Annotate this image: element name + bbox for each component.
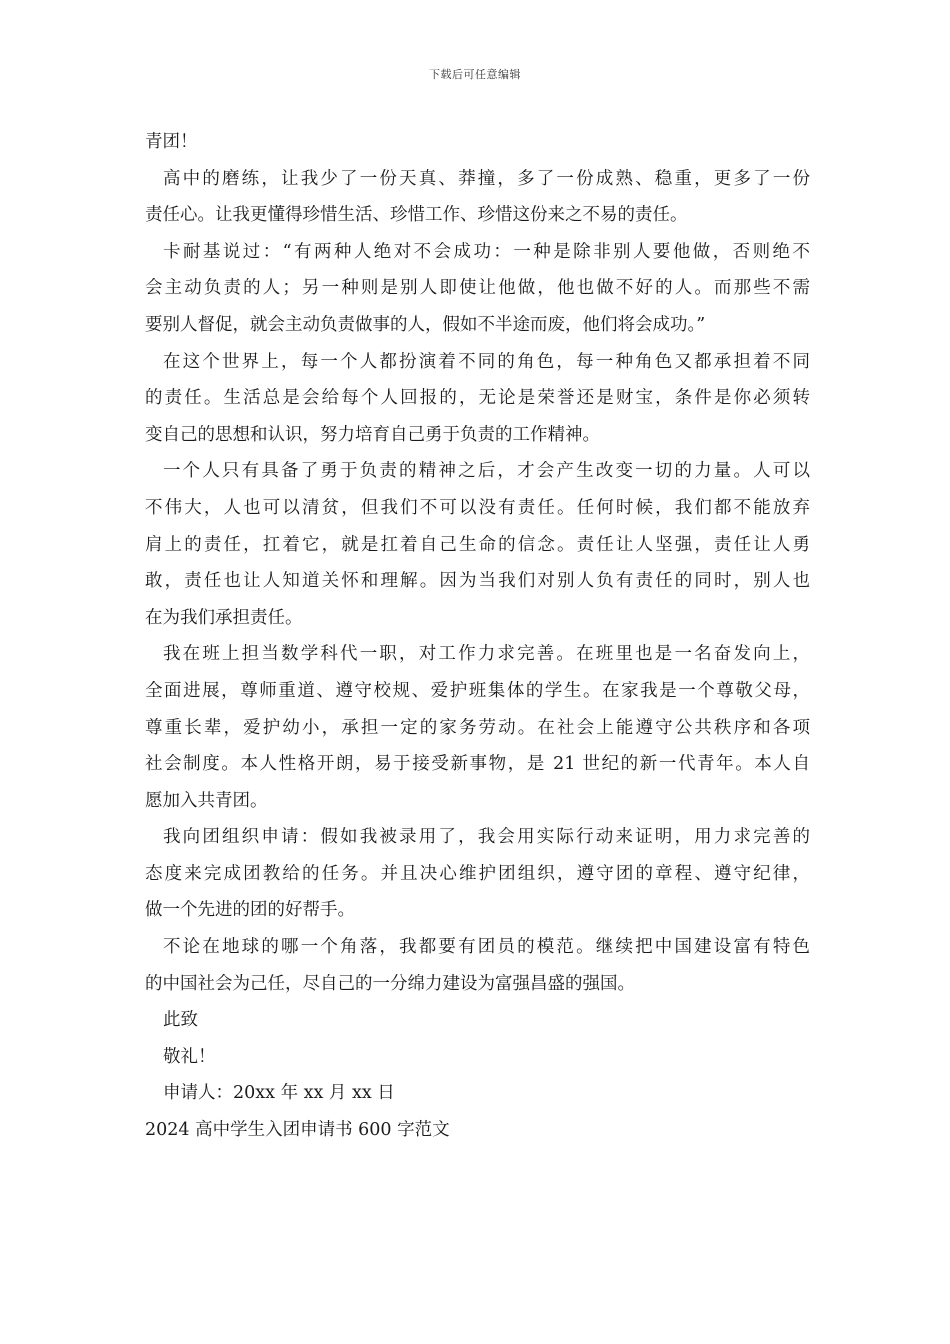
text-line: 的中国社会为己任，尽自己的一分绵力建设为富强昌盛的强国。	[145, 973, 635, 994]
text-line: 全面进展，尊师重道、遵守校规、爱护班集体的学生。在家我是一个尊敬父母，	[145, 680, 810, 701]
text-line: 不伟大，人也可以清贫，但我们不可以没有责任。任何时候，我们都不能放弃	[145, 497, 810, 518]
text-line: 做一个先进的团的好帮手。	[145, 900, 355, 921]
text-line: 申请人：20xx 年 xx 月 xx 日	[163, 1083, 395, 1104]
text-line: 我向团组织申请：假如我被录用了，我会用实际行动来证明，用力求完善的	[163, 827, 810, 848]
text-line: 责任心。让我更懂得珍惜生活、珍惜工作、珍惜这份来之不易的责任。	[145, 205, 688, 226]
text-line: 敢，责任也让人知道关怀和理解。因为当我们对别人负有责任的同时，别人也	[145, 571, 810, 592]
text-line: 一个人只有具备了勇于负责的精神之后，才会产生改变一切的力量。人可以	[163, 461, 810, 482]
text-line: 态度来完成团教给的任务。并且决心维护团组织，遵守团的章程、遵守纪律，	[145, 863, 810, 884]
text-line: 尊重长辈，爱护幼小，承担一定的家务劳动。在社会上能遵守公共秩序和各项	[145, 717, 810, 738]
document-body	[145, 124, 810, 1149]
text-line: 要别人督促，就会主动负责做事的人，假如不半途而废，他们将会成功。”	[145, 314, 706, 335]
text-line: 我在班上担当数学科代一职，对工作力求完善。在班里也是一名奋发向上，	[163, 644, 810, 665]
text-line: 肩上的责任，扛着它，就是扛着自己生命的信念。责任让人坚强，责任让人勇	[145, 534, 810, 555]
text-line: 不论在地球的哪一个角落，我都要有团员的模范。继续把中国建设富有特色	[163, 937, 810, 958]
text-line: 2024 高中学生入团申请书 600 字范文	[145, 1120, 450, 1141]
text-line: 卡耐基说过：“有两种人绝对不会成功：一种是除非别人要他做，否则绝不	[163, 241, 810, 262]
text-line: 高中的磨练，让我少了一份天真、莽撞，多了一份成熟、稳重，更多了一份	[163, 168, 810, 189]
text-line: 社会制度。本人性格开朗，易于接受新事物，是 21 世纪的新一代青年。本人自	[145, 754, 810, 775]
text-line: 变自己的思想和认识，努力培育自己勇于负责的工作精神。	[145, 424, 600, 445]
text-line: 此致	[163, 1010, 198, 1031]
text-line: 青团！	[145, 132, 198, 152]
page-header: 下载后可任意编辑	[429, 68, 521, 81]
text-line: 愿加入共青团。	[145, 790, 268, 811]
text-line: 在这个世界上，每一个人都扮演着不同的角色，每一种角色又都承担着不同	[163, 351, 810, 372]
text-line: 会主动负责的人；另一种则是别人即使让他做，他也做不好的人。而那些不需	[145, 278, 810, 299]
text-line: 的责任。生活总是会给每个人回报的，无论是荣誉还是财宝，条件是你必须转	[145, 388, 810, 409]
text-line: 在为我们承担责任。	[145, 607, 303, 628]
text-line: 敬礼！	[163, 1046, 216, 1067]
